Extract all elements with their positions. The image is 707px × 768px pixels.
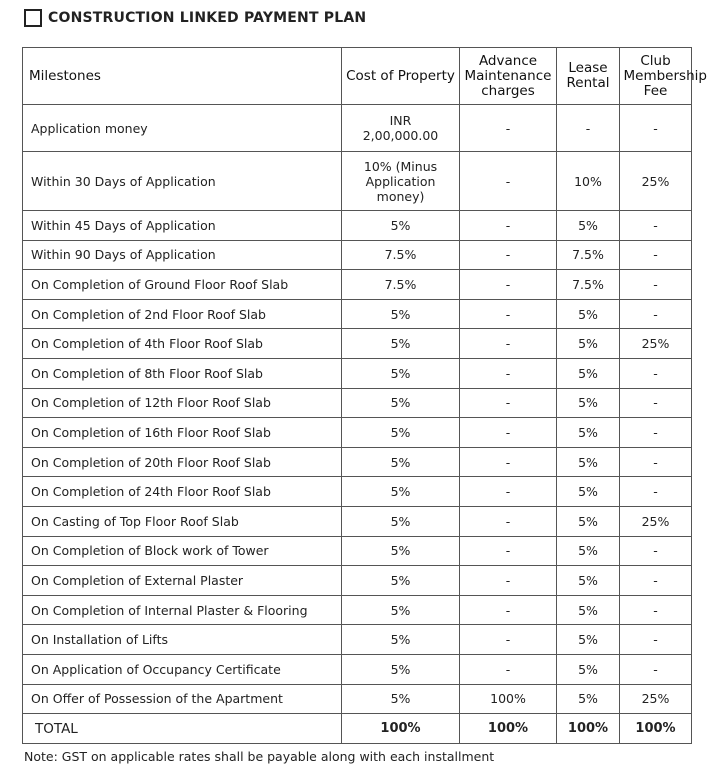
table-row [23,299,692,329]
lease-cell: 5% [557,211,620,241]
cost-cell: 5% [342,418,460,448]
cost-cell: 5% [342,536,460,566]
milestone-cell: On Completion of 24th Floor Roof Slab [23,477,342,507]
maintenance-cell: - [460,654,557,684]
cost-cell: 5% [342,388,460,418]
club-cell: - [620,418,692,448]
cost-cell: 5% [342,625,460,655]
milestone-cell: On Completion of 20th Floor Roof Slab [23,447,342,477]
table-row [23,566,692,596]
maintenance-cell: - [460,625,557,655]
lease-cell: 5% [557,684,620,714]
table-row [23,388,692,418]
club-cell: - [620,566,692,596]
maintenance-cell: - [460,152,557,211]
header-club-membership: Club Membership Fee [620,48,692,105]
maintenance-cell: - [460,447,557,477]
checkbox[interactable] [24,9,42,27]
cost-cell: 10% (Minus Application money) [342,152,460,211]
milestone-cell: Application money [23,105,342,152]
cost-cell: 5% [342,566,460,596]
cost-cell: 5% [342,358,460,388]
cost-cell: 5% [342,447,460,477]
table-row [23,447,692,477]
total-lease-cell: 100% [557,714,620,744]
total-maintenance-cell: 100% [460,714,557,744]
lease-cell: 5% [557,654,620,684]
table-row [23,477,692,507]
club-cell: 25% [620,152,692,211]
maintenance-cell: - [460,358,557,388]
cost-cell: 5% [342,506,460,536]
cost-cell: 5% [342,684,460,714]
club-cell: - [620,388,692,418]
club-cell: - [620,299,692,329]
header-milestones: Milestones [23,48,342,105]
total-cost-cell: 100% [342,714,460,744]
table-row [23,506,692,536]
cost-cell: 5% [342,477,460,507]
lease-cell: 5% [557,506,620,536]
total-club-cell: 100% [620,714,692,744]
lease-cell: 5% [557,625,620,655]
club-cell: - [620,358,692,388]
table-row [23,358,692,388]
table-row [23,105,692,152]
plan-title: CONSTRUCTION LINKED PAYMENT PLAN [48,10,367,26]
cost-cell: 7.5% [342,270,460,300]
milestone-cell: Within 30 Days of Application [23,152,342,211]
cost-cell: 5% [342,211,460,241]
header-advance-maintenance: Advance Maintenance charges [460,48,557,105]
lease-cell: 5% [557,595,620,625]
cost-cell: 5% [342,329,460,359]
table-row [23,152,692,211]
club-cell: - [620,211,692,241]
milestone-cell: On Completion of 12th Floor Roof Slab [23,388,342,418]
club-cell: - [620,595,692,625]
milestone-cell: On Completion of External Plaster [23,566,342,596]
club-cell: 25% [620,329,692,359]
club-cell: 25% [620,506,692,536]
milestone-cell: On Installation of Lifts [23,625,342,655]
maintenance-cell: - [460,595,557,625]
lease-cell: 5% [557,477,620,507]
table-row [23,329,692,359]
maintenance-cell: - [460,506,557,536]
milestone-cell: On Completion of Ground Floor Roof Slab [23,270,342,300]
maintenance-cell: - [460,329,557,359]
maintenance-cell: - [460,299,557,329]
lease-cell: 7.5% [557,240,620,270]
milestone-cell: On Completion of 2nd Floor Roof Slab [23,299,342,329]
cost-cell: 5% [342,595,460,625]
table-row [23,418,692,448]
maintenance-cell: - [460,536,557,566]
maintenance-cell: - [460,418,557,448]
table-row [23,625,692,655]
milestone-cell: On Completion of 8th Floor Roof Slab [23,358,342,388]
table-row [23,536,692,566]
table-row [23,595,692,625]
club-cell: - [620,240,692,270]
cost-cell: 7.5% [342,240,460,270]
cost-cell: 5% [342,654,460,684]
milestone-cell: On Completion of 4th Floor Roof Slab [23,329,342,359]
table-row [23,240,692,270]
table-body [23,105,692,744]
milestone-cell: On Application of Occupancy Certificate [23,654,342,684]
maintenance-cell: 100% [460,684,557,714]
plan-heading [24,8,366,28]
milestone-cell: On Completion of Block work of Tower [23,536,342,566]
cost-cell: 5% [342,299,460,329]
club-cell: - [620,270,692,300]
maintenance-cell: - [460,566,557,596]
gst-note: Note: GST on applicable rates shall be payable along with each installment [24,749,495,764]
milestone-cell: Within 45 Days of Application [23,211,342,241]
lease-cell: 5% [557,299,620,329]
maintenance-cell: - [460,388,557,418]
lease-cell: 5% [557,447,620,477]
total-milestone-cell: TOTAL [23,714,342,744]
milestone-cell: On Offer of Possession of the Apartment [23,684,342,714]
lease-cell: 5% [557,329,620,359]
milestone-cell: Within 90 Days of Application [23,240,342,270]
lease-cell: 5% [557,388,620,418]
club-cell: 25% [620,684,692,714]
total-row [23,714,692,744]
table-row [23,270,692,300]
table-row [23,654,692,684]
club-cell: - [620,654,692,684]
table-header-row [23,48,692,105]
club-cell: - [620,536,692,566]
cost-cell: INR 2,00,000.00 [342,105,460,152]
payment-plan-table [22,47,707,744]
table-row [23,211,692,241]
lease-cell: - [557,105,620,152]
lease-cell: 5% [557,418,620,448]
maintenance-cell: - [460,105,557,152]
header-cost-of-property: Cost of Property [342,48,460,105]
table-row [23,684,692,714]
lease-cell: 5% [557,536,620,566]
maintenance-cell: - [460,211,557,241]
lease-cell: 5% [557,358,620,388]
club-cell: - [620,625,692,655]
maintenance-cell: - [460,270,557,300]
club-cell: - [620,105,692,152]
club-cell: - [620,477,692,507]
maintenance-cell: - [460,240,557,270]
maintenance-cell: - [460,477,557,507]
club-cell: - [620,447,692,477]
milestone-cell: On Casting of Top Floor Roof Slab [23,506,342,536]
lease-cell: 10% [557,152,620,211]
lease-cell: 5% [557,566,620,596]
milestone-cell: On Completion of Internal Plaster & Flooring [23,595,342,625]
header-lease-rental: Lease Rental [557,48,620,105]
lease-cell: 7.5% [557,270,620,300]
milestone-cell: On Completion of 16th Floor Roof Slab [23,418,342,448]
